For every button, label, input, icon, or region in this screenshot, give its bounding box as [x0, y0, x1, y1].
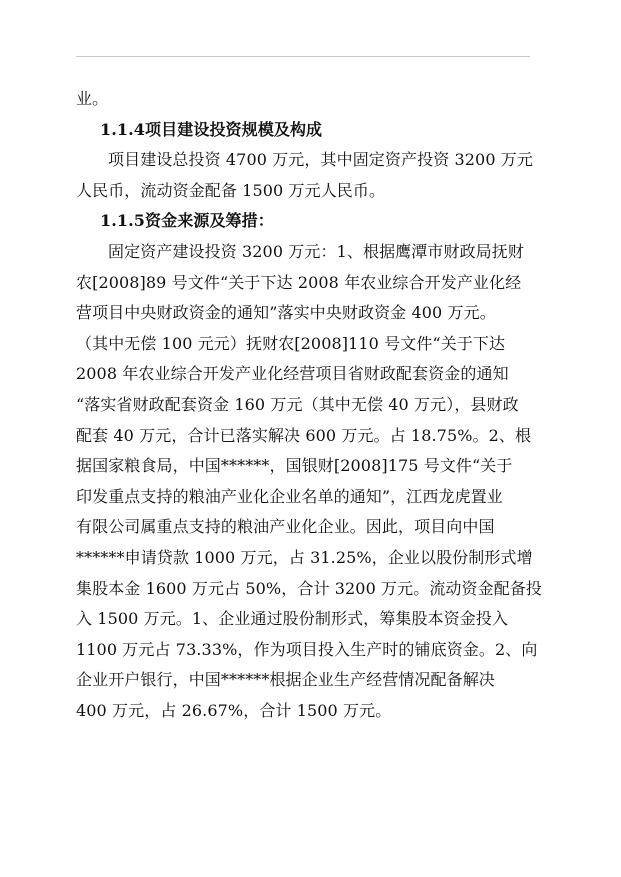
text-line: （其中无偿 100 元元）抚财农[2008]110 号文件“关于下达 — [76, 333, 506, 353]
text-line: 固定资产建设投资 3200 万元：1、根据鹰潭市财政局抚财 — [108, 241, 524, 261]
text-line: 据国家粮食局，中国******，国银财[2008]175 号文件“关于 — [76, 456, 513, 476]
section-heading-1-1-4: 1.1.4项目建设投资规模及构成 — [100, 119, 323, 139]
text-line: 营项目中央财政资金的通知”落实中央财政资金 400 万元。 — [76, 303, 496, 323]
text-line: 人民币，流动资金配备 1500 万元人民币。 — [76, 180, 386, 200]
text-line: 印发重点支持的粮油产业化企业名单的通知”，江西龙虎置业 — [76, 486, 503, 506]
text-line: “落实省财政配套资金 160 万元（其中无偿 40 万元），县财政 — [76, 394, 519, 414]
text-line: 业。 — [76, 89, 109, 108]
text-line: 集股本金 1600 万元占 50%，合计 3200 万元。流动资金配备投 — [76, 578, 543, 598]
text-line: 2008 年农业综合开发产业化经营项目省财政配套资金的通知 — [76, 364, 509, 384]
text-line: 有限公司属重点支持的粮油产业化企业。因此，项目向中国 — [76, 517, 495, 537]
text-line: 配套 40 万元，合计已落实解决 600 万元。占 18.75%。2、根 — [76, 425, 532, 445]
text-line: 1100 万元占 73.33%，作为项目投入生产时的铺底资金。2、向 — [76, 639, 538, 659]
text-line: 企业开户银行，中国******根据企业生产经营情况配备解决 — [76, 670, 495, 690]
text-line: 项目建设总投资 4700 万元，其中固定资产投资 3200 万元 — [108, 150, 533, 170]
section-heading-1-1-5: 1.1.5资金来源及筹措： — [100, 211, 274, 231]
text-line: 农[2008]89 号文件“关于下达 2008 年农业综合开发产业化经 — [76, 272, 522, 292]
text-line: ******申请贷款 1000 万元，占 31.25%，企业以股份制形式增 — [76, 547, 533, 567]
text-line: 入 1500 万元。1、企业通过股份制形式，筹集股本资金投入 — [76, 609, 509, 629]
header-rule — [76, 56, 530, 57]
document-body — [76, 84, 543, 726]
text-line: 400 万元，占 26.67%，合计 1500 万元。 — [76, 700, 392, 720]
